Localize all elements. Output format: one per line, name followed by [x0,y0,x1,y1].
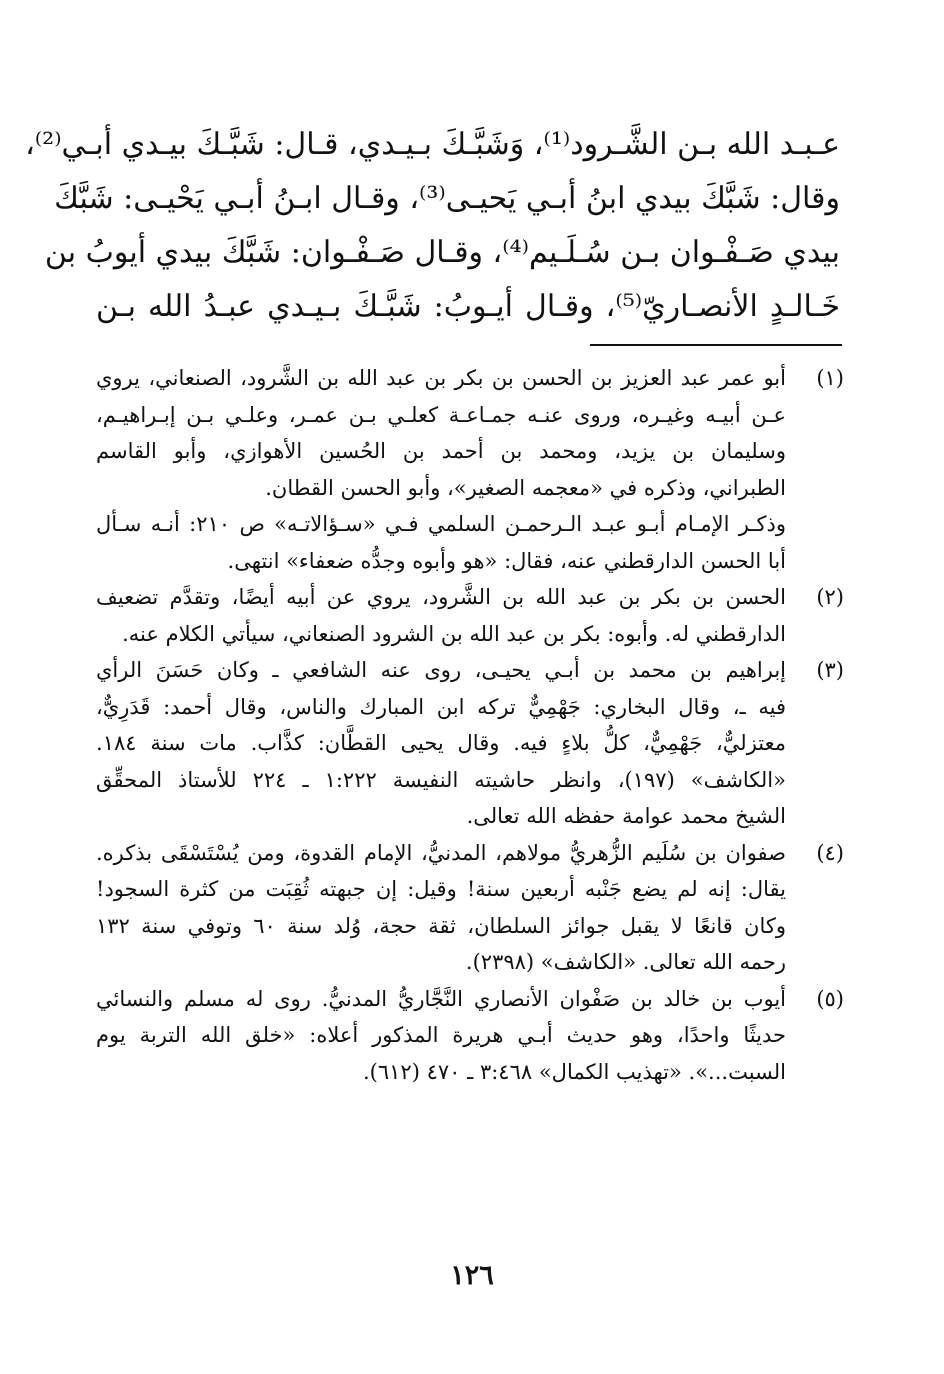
footnote-line: الطبراني، وذكره في «معجمه الصغير»، وأبو الحسن القطان. [265,475,786,500]
page-number: ١٢٦ [450,1260,494,1291]
footnote-1 [96,360,844,579]
footnote-line: عـن أبيـه وغيـره، وروى عنـه جمـاعـة كعلـي بـن عمـر، وعلـي بـن إبـراهيـم، [96,402,786,427]
main-text-line: عـبـد الله بـن الشَّـرود⁽¹⁾، وَشَبَّـكَ بـيـدي، قـال: شَبَّـكَ بيـدي أبـي⁽²⁾، [25,127,840,162]
footnote-line: إبراهيم بن محمد بن أبـي يحيـى، روى عنه الشافعي ـ وكان حَسَنَ الرأي [96,658,786,682]
footnote-line: أبو عمر عبد العزيز بن الحسن بن بكر بن عبد الله بن الشَّرود، الصنعاني، يروي [96,366,786,390]
footnote-line: فيه ـ، وقال البخاري: جَهْمِيٌّ تركه ابن المبارك والناس، وقال أحمد: قَدَرِيٌّ، [96,694,786,719]
footnote-5 [96,981,844,1091]
footnote-line: أبا الحسن الدارقطني عنه، فقال: «هو وأبوه وجدُّه ضعفاء» انتهى. [227,548,786,573]
footnote-2 [96,579,844,652]
footnote-line: صفوان بن سُلَيم الزُّهريُّ مولاهم، المدنيُّ، الإمام القدوة، ومن يُسْتَسْقَى بذكره. [96,840,786,865]
footnote-line: الشيخ محمد عوامة حفظه الله تعالى. [466,804,786,828]
main-text-line: وقال: شَبَّكَ بيدي ابنُ أبـي يَحيـى⁽³⁾، وقـال ابـنُ أبـي يَحْيـى: شَبَّكَ [54,181,840,216]
footnote-number: (٤) [816,840,844,865]
footnote-line: وكان قانعًا لا يقبل جوائز السلطان، ثقة حجة، وُلد سنة ٦٠ وتوفي سنة ١٣٢ [96,913,786,938]
footnote-number: (٥) [816,986,844,1011]
footnote-3 [96,652,844,835]
main-text-line: خَـالـدٍ الأنصـاريّ⁽⁵⁾، وقـال أيـوبُ: شَبَّـكَ بـيـدي عبـدُ الله بـن [96,289,841,324]
footnote-line: وسليمان بن يزيد، ومحمد بن أحمد بن الحُسين الأهوازي، وأبو القاسم [96,439,786,463]
footnote-line: معتزليٌّ، جَهْمِيٌّ، كلُّ بلاءٍ فيه. وقال يحيى القطَّان: كذَّاب. مات سنة ١٨٤. [96,731,786,755]
footnote-line: وذكـر الإمـام أبـو عبـد الـرحمـن السلمي فـي «سـؤالاتـه» ص ٢١٠: أنـه سـأل [96,512,786,536]
footnote-number: (٢) [816,585,844,609]
footnote-number: (١) [816,366,844,390]
footnote-line: «الكاشف» (١٩٧)، وانظر حاشيته النفيسة ١:٢٢٢ ـ ٢٢٤ للأستاذ المحقِّق [96,767,786,792]
main-text-line: بيدي صَـفْـوان بـن سُـلَـيم⁽⁴⁾، وقـال صَـفْـوان: شَبَّكَ بيدي أيوبُ بن [44,235,840,270]
footnote-line: الحسن بن بكر بن عبد الله بن الشَّرود، يروي عن أبيه أيضًا، وتقدَّم تضعيف [96,585,786,609]
footnote-line: السبت...». «تهذيب الكمال» ٣:٤٦٨ ـ ٤٧٠ (٦١٢). [363,1059,786,1084]
footnote-line: رحمه الله تعالى. «الكاشف» (٢٣٩٨). [465,950,786,974]
footnote-line: أيوب بن خالد بن صَفْوان الأنصاري النَّجَّاريُّ المدنيُّ. روى له مسلم والنسائي [96,986,786,1011]
footnote-line: يقال: إنه لم يضع جَنْبه أربعين سنة! وقيل: إن جبهته ثُقِبَت من كثرة السجود! [96,877,786,901]
footnote-line: حديثًا واحدًا، وهو حديث أبـي هريرة المذكور أعلاه: «خلق الله التربة يوم [96,1023,786,1047]
footnote-number: (٣) [816,658,844,682]
main-text [25,118,841,334]
footnotes [96,360,844,1090]
footnote-separator-rule [590,344,842,346]
footnote-4 [96,835,844,981]
footnote-line: الدارقطني له. وأبوه: بكر بن عبد الله بن الشرود الصنعاني، سيأتي الكلام عنه. [122,621,786,646]
